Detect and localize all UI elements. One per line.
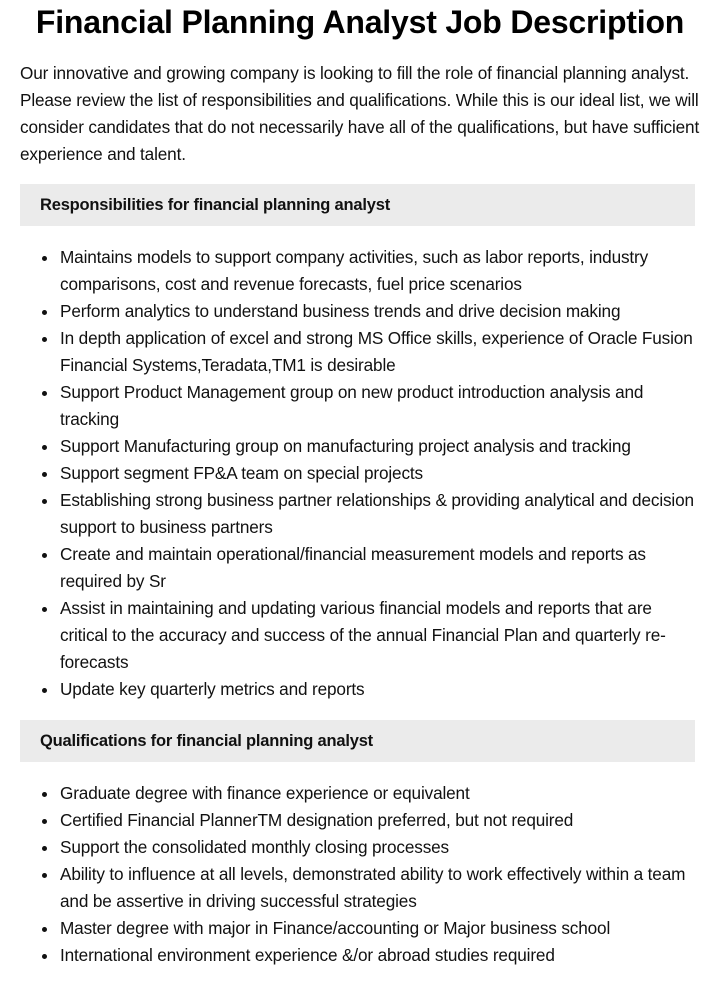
list-item: Update key quarterly metrics and reports: [60, 676, 700, 703]
list-item: Create and maintain operational/financial measurement models and reports as required by Sr: [60, 541, 700, 595]
list-item: Perform analytics to understand business trends and drive decision making: [60, 298, 700, 325]
list-item: Support Manufacturing group on manufacturing project analysis and tracking: [60, 433, 700, 460]
list-item: Ability to influence at all levels, demonstrated ability to work effectively within a team and be assertive in driving successful strategies: [60, 861, 700, 915]
list-item: Assist in maintaining and updating various financial models and reports that are critical to the accuracy and success of the annual Financial Plan and quarterly re-forecasts: [60, 595, 700, 676]
list-item: Support the consolidated monthly closing processes: [60, 834, 700, 861]
list-item: International environment experience &/or abroad studies required: [60, 942, 700, 969]
page-title: Financial Planning Analyst Job Description: [35, 4, 685, 40]
list-item: Graduate degree with finance experience or equivalent: [60, 780, 700, 807]
list-item: In depth application of excel and strong MS Office skills, experience of Oracle Fusion Financial Systems,Teradata,TM1 is desirable: [60, 325, 700, 379]
list-item: Establishing strong business partner relationships & providing analytical and decision support to business partners: [60, 487, 700, 541]
list-item: Maintains models to support company activities, such as labor reports, industry comparisons, cost and revenue forecasts, fuel price scenarios: [60, 244, 700, 298]
responsibilities-heading: Responsibilities for financial planning analyst: [20, 184, 695, 226]
qualifications-heading: Qualifications for financial planning analyst: [20, 720, 695, 762]
list-item: Master degree with major in Finance/accounting or Major business school: [60, 915, 700, 942]
qualifications-list: [20, 780, 700, 969]
responsibilities-list: [20, 244, 700, 703]
list-item: Support segment FP&A team on special projects: [60, 460, 700, 487]
intro-paragraph: Our innovative and growing company is looking to fill the role of financial planning analyst. Please review the list of responsibilities and qualifications. While this is our ideal list, we will consider candidates that do not necessarily have all of the qualifications, but have sufficient experience and talent.: [20, 63, 700, 164]
list-item: Certified Financial PlannerTM designation preferred, but not required: [60, 807, 700, 834]
list-item: Support Product Management group on new product introduction analysis and tracking: [60, 379, 700, 433]
